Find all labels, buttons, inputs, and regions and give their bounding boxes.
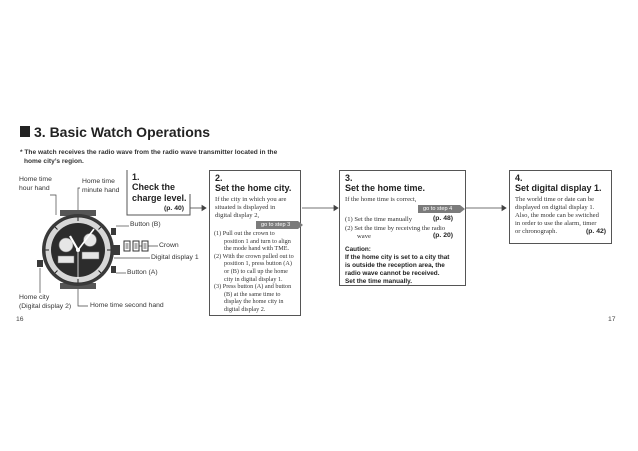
button-b bbox=[111, 228, 116, 235]
label-digital-display-1: Digital display 1 bbox=[151, 254, 199, 261]
step-4-body: The world time or date can be displayed on digital display 1. Also, the mode can be switched in order to use the alarm, timer or chronograph. bbox=[515, 196, 599, 235]
step-1-number: 1. bbox=[132, 172, 140, 182]
button-a bbox=[111, 266, 116, 273]
digital-display-1-window bbox=[82, 252, 99, 259]
label-home-time-second-hand: Home time second hand bbox=[90, 302, 164, 309]
page-number-left: 16 bbox=[16, 316, 24, 323]
step-1-title: Check the charge level. bbox=[132, 182, 187, 203]
step-2-title: Set the home city. bbox=[215, 183, 292, 193]
step-3-box bbox=[339, 170, 466, 286]
step-2-instructions: (1) Pull out the crown to position 1 and turn to align the mode hand with TME. (2) With the crown pulled out to position 1, press button (A) or (B) to call up the home city in digital display 1. (3) Press button (A) and button (B) at the same time to display the home city in digital display 2. bbox=[214, 230, 294, 313]
digital-display-2-window bbox=[58, 256, 74, 263]
step-4-title: Set digital display 1. bbox=[515, 183, 602, 193]
step-2-goto-badge: go to step 3 bbox=[256, 221, 298, 229]
step-3-goto-badge: go to step 4 bbox=[418, 205, 460, 213]
note-line: * The watch receives the radio wave from the radio wave transmitter located in the bbox=[20, 149, 278, 156]
step-1-page-ref: (p. 40) bbox=[164, 205, 185, 212]
step-3-option-2: (2) Set the time by receiving the radio bbox=[345, 225, 446, 232]
subdial-left bbox=[59, 238, 73, 252]
step-2-box bbox=[209, 170, 301, 316]
step-3-caution: Caution: If the home city is set to a city that is outside the reception area, the radio wave cannot be received. Set the time manually. bbox=[345, 246, 450, 285]
step-2-body: If the city in which you are situated is displayed in digital display 2, bbox=[215, 196, 287, 219]
step-4-page-ref: (p. 42) bbox=[586, 228, 607, 235]
section-heading: 3. Basic Watch Operations bbox=[34, 124, 211, 140]
step-3-option-1: (1) Set the time manually bbox=[345, 216, 413, 223]
left-pusher bbox=[37, 260, 43, 267]
label-crown: Crown bbox=[159, 242, 179, 249]
step-3-option-1-ref: (p. 48) bbox=[433, 215, 454, 222]
step-3-title: Set the home time. bbox=[345, 183, 426, 193]
step-3-body: If the home time is correct, bbox=[345, 196, 417, 203]
hand-pivot bbox=[76, 248, 80, 252]
step-2-number: 2. bbox=[215, 173, 223, 183]
crown bbox=[113, 245, 120, 255]
label-button-b: Button (B) bbox=[130, 221, 161, 228]
step-4-number: 4. bbox=[515, 173, 523, 183]
step-3-option-2-ref: (p. 20) bbox=[433, 232, 454, 239]
step-3-number: 3. bbox=[345, 173, 353, 183]
label-home-time-minute-hand: Home time minute hand bbox=[82, 178, 120, 194]
label-home-city: Home city (Digital display 2) bbox=[19, 294, 72, 310]
step-3-option-2-cont: wave bbox=[357, 233, 371, 240]
step-4-box bbox=[509, 170, 612, 244]
leader-hour-hand bbox=[50, 195, 56, 215]
step-1-bracket bbox=[126, 170, 192, 218]
label-home-time-hour-hand: Home time hour hand bbox=[19, 176, 52, 192]
page-number-right: 17 bbox=[608, 316, 616, 323]
note-line: home city’s region. bbox=[24, 158, 84, 165]
label-button-a: Button (A) bbox=[127, 269, 158, 276]
